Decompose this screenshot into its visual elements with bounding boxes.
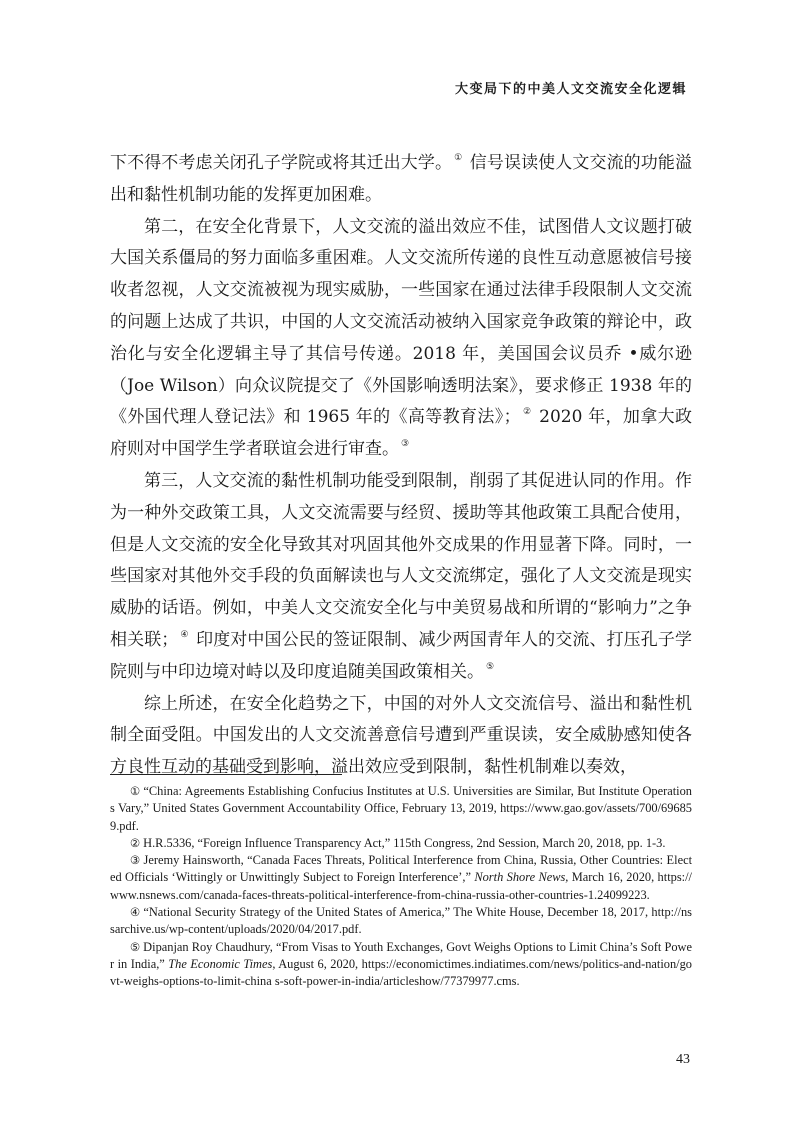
- footnote-2: [110, 835, 692, 852]
- paragraph-text: 第二，在安全化背景下，人文交流的溢出效应不佳，试图借人文议题打破大国关系僵局的努力面临多重困难。人文交流所传递的良性互动意愿被信号接收者忽视，人文交流被视为现实威胁，一些国家在通过法律手段限制人文交流的问题上达成了共识，中国的人文交流活动被纳入国家竞争政策的辩论中，政治化与安全化逻辑主导了其信号传递。2018 年，美国国会议员乔 •威尔逊（Joe Wilson）向众议院提交了《外国影响透明法案》，要求修正 1938 年的《外国代理人登记法》和 1965 年的《高等教育法》；: [110, 216, 692, 428]
- main-text: [110, 148, 692, 784]
- footnote-1: [110, 783, 692, 835]
- footnote-text: March 16, 2020, https://www.nsnews.com/canada-faces-threats-political-interference-from-china-russia-other-countries-1.24099223.: [110, 870, 692, 902]
- paragraph-text: 下不得不考虑关闭孔子学院或将其迁出大学。: [110, 153, 453, 173]
- footnote-ref-5[interactable]: ⑤: [486, 661, 495, 672]
- footnote-text: “China: Agreements Establishing Confucius Institutes at U.S. Universities are Similar, But Institute Operations Vary,” United States Government Accountability Office, February 13, 2019, https://www.gao.gov/assets/700/696859.pdf.: [110, 784, 692, 833]
- footnotes: [110, 783, 692, 991]
- paragraph-text: 信号误读使人文交流的功能溢出和黏性机制功能的发挥更加困难。: [110, 153, 692, 205]
- footnote-text: H.R.5336, “Foreign Influence Transparency Act,” 115th Congress, 2nd Session, March 20, 2018, pp. 1-3.: [143, 835, 666, 850]
- page-number: 43: [676, 1052, 690, 1067]
- paragraph-text: 第三，人文交流的黏性机制功能受到限制，削弱了其促进认同的作用。作为一种外交政策工具，人文交流需要与经贸、援助等其他政策工具配合使用，但是人文交流的安全化导致其对巩固其他外交成果的作用显著下降。同时，一些国家对其他外交手段的负面解读也与人文交流绑定，强化了人文交流是现实威胁的话语。例如，中美人文交流安全化与中美贸易战和所谓的“影响力”之争相关联；: [110, 470, 692, 650]
- footnote-text: , August 6, 2020, https://economictimes.indiatimes.com/news/politics-and-nation/govt-weighs-options-to-limit-china s-soft-power-in-india/articleshow/77379977.cms.: [110, 956, 692, 989]
- footnote-4: [110, 904, 692, 939]
- footnote-mark: ⑤: [129, 939, 141, 954]
- footnote-ref-2[interactable]: ②: [522, 407, 532, 418]
- footnote-source-title: The Economic Times: [168, 956, 273, 971]
- footnote-ref-1[interactable]: ①: [454, 153, 463, 163]
- running-head: 大变局下的中美人文交流安全化逻辑: [454, 82, 687, 97]
- paragraph-text: 印度对中国公民的签证限制、减少两国青年人的交流、打压孔子学院则与中印边境对峙以及印度追随美国政策相关。: [110, 629, 692, 682]
- paragraph-text: 2020 年，加拿大政府则对中国学生学者联谊会进行审查。: [110, 407, 692, 460]
- footnote-3: [110, 852, 692, 904]
- footnote-5: [110, 939, 692, 991]
- footnote-mark: ①: [129, 784, 141, 798]
- footnote-mark: ③: [129, 853, 141, 868]
- footnote-divider: [110, 774, 342, 775]
- footnote-source-title: North Shore News,: [474, 870, 569, 885]
- paragraph-1: [110, 148, 692, 212]
- paragraph-4: 综上所述，在安全化趋势之下，中国的对外人文交流信号、溢出和黏性机制全面受阻。中国发出的人文交流善意信号遭到严重误读，安全威胁感知使各方良性互动的基础受到影响，溢出效应受到限制，黏性机制难以奏效，: [110, 693, 692, 778]
- footnote-mark: ④: [129, 905, 141, 920]
- paragraph-3: [110, 466, 692, 689]
- footnote-ref-3[interactable]: ③: [401, 439, 410, 450]
- footnote-ref-4[interactable]: ④: [180, 629, 189, 640]
- footnote-text: Dipanjan Roy Chaudhury, “From Visas to Youth Exchanges, Govt Weighs Options to Limit China’s Soft Power in India,”: [110, 939, 692, 971]
- paragraph-2: [110, 212, 692, 466]
- footnote-mark: ②: [129, 835, 141, 850]
- footnote-text: Jeremy Hainsworth, “Canada Faces Threats, Political Interference from China, Russia, Other Countries: Elected Officials ‘Wittingly or Unwittingly Subject to Foreign Interference’,”: [110, 853, 693, 885]
- footnote-text: “National Security Strategy of the United States of America,” The White House, December 18, 2017, http://nssarchive.us/wp-content/uploads/2020/04/2017.pdf.: [110, 905, 692, 937]
